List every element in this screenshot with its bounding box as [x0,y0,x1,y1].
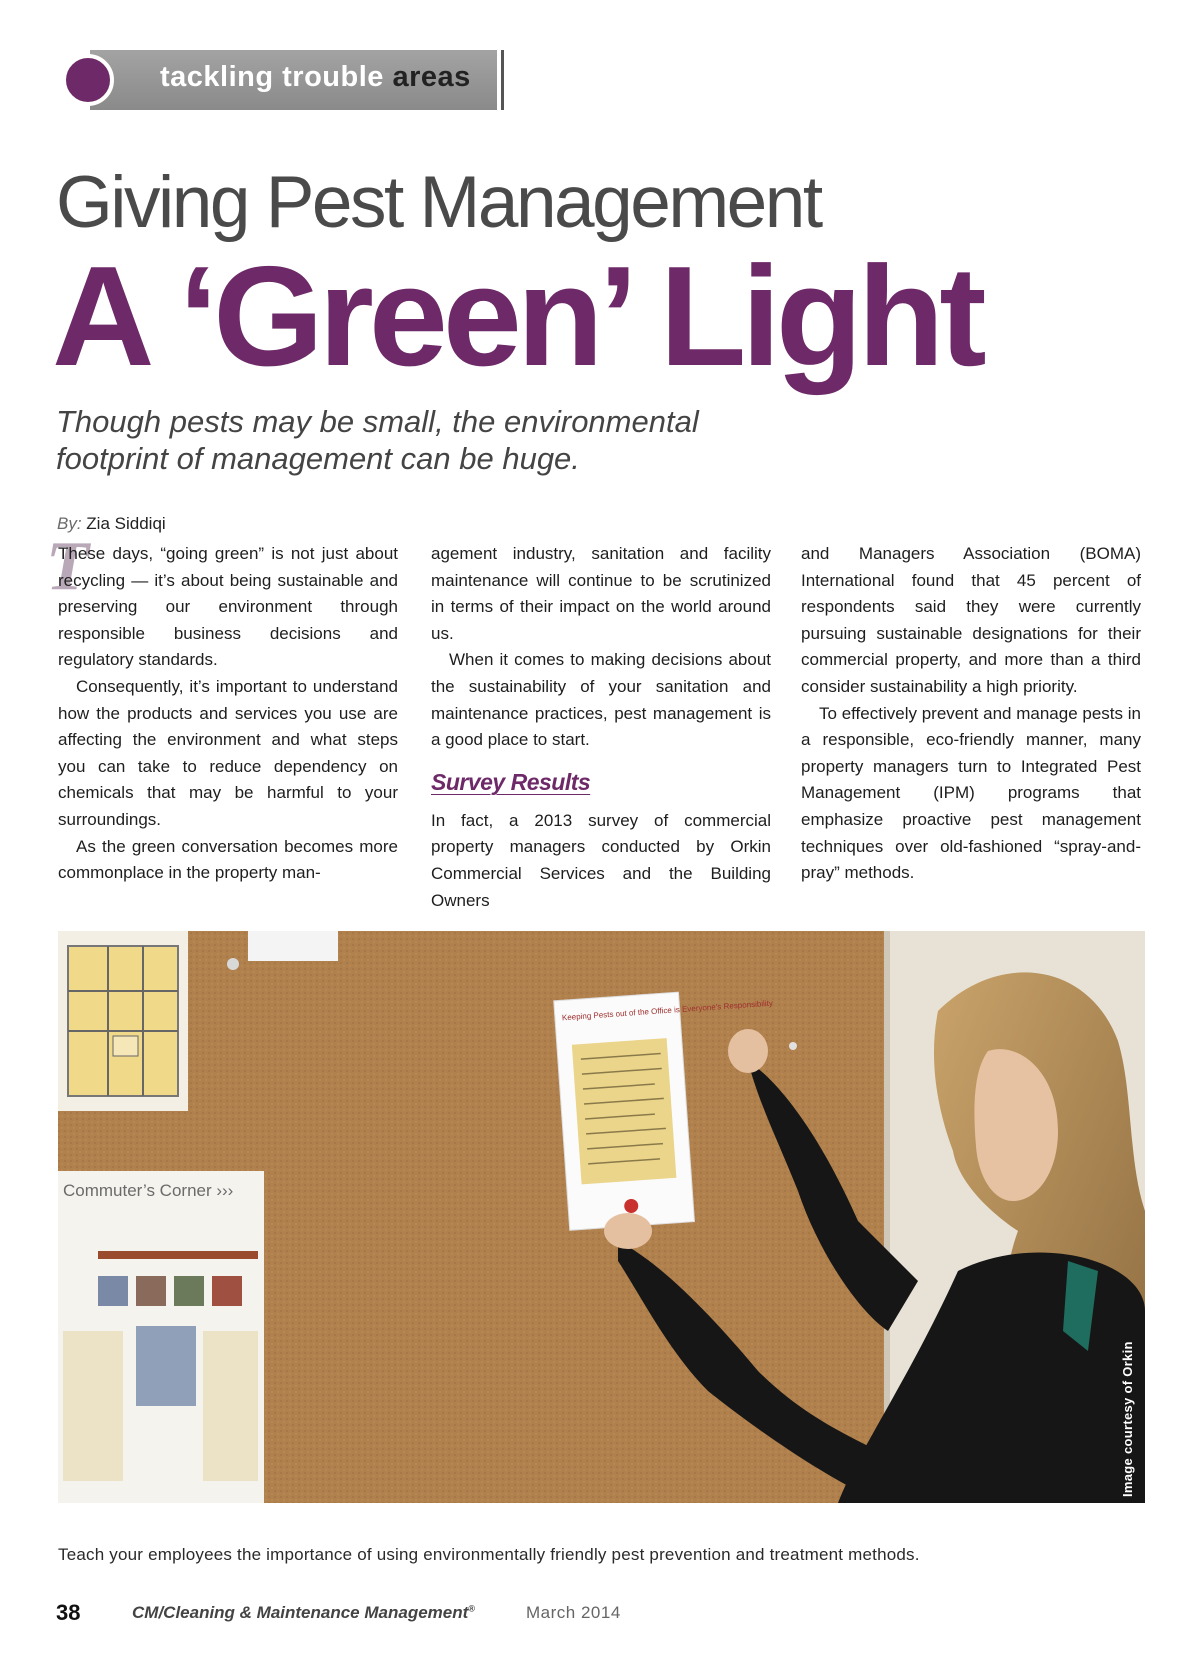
subhead-survey-results: Survey Results [431,768,591,795]
commuter-poster [58,1171,264,1503]
section-divider [501,50,504,110]
article-headline: A ‘Green’ Light [52,237,982,396]
byline-author: Zia Siddiqi [86,514,166,533]
body-paragraph: Consequently, it’s important to understand how the products and services you use are affecting the environment and what steps you can take to reduce dependency on chemicals that may be harmful to your surroundings. [58,676,398,829]
push-pin-icon [789,1042,797,1050]
section-label-accent: areas [392,61,471,93]
poster-title: Commuter’s Corner ››› [63,1181,234,1200]
photo-credit: Image courtesy of Orkin [1120,1341,1135,1497]
flyer-title: Keeping Pests out of the Office is Everyone’s Responsibility [561,998,774,1023]
publication-name [132,1603,475,1623]
push-pin-icon [227,958,239,970]
body-column-1 [58,541,398,887]
body-paragraph: agement industry, sanitation and facility maintenance will continue to be scrutinized in terms of their impact on the world around us. [431,544,771,643]
body-paragraph: and Managers Association (BOMA) International found that 45 percent of respondents said they were currently pursuing sustainable designations for their commercial property, and more than a third consider sustainability a high priority. [801,544,1141,696]
section-banner [62,50,497,110]
body-paragraph: In fact, a 2013 survey of commercial property managers conducted by Orkin Commercial Services and the Building Owners [431,810,771,910]
body-paragraph: When it comes to making decisions about the sustainability of your sanitation and maintenance practices, pest management is a good place to start. [431,650,771,750]
article-kicker: Giving Pest Management [56,162,821,243]
body-column-2 [431,541,771,914]
section-label-primary: tackling trouble [160,61,384,93]
drop-cap: T [46,528,89,605]
notice-card [248,931,338,961]
publication-title: CM/Cleaning & Maintenance Management [132,1603,469,1622]
issue-date: March 2014 [526,1603,621,1622]
section-label [160,61,471,94]
body-column-3 [801,541,1141,887]
body-paragraph: These days, “going green” is not just about recycling — it’s about being sustainable and preserving our environment through responsible business decisions and regulatory standards. [58,544,398,670]
article-photo [58,931,1145,1503]
byline-label: By: [57,514,82,533]
floor-plan-poster [58,931,188,1111]
page-number: 38 [56,1600,81,1625]
body-paragraph: To effectively prevent and manage pests in a responsible, eco-friendly manner, many property managers turn to Integrated Pest Management (IPM) programs that emphasize proactive pest management techniques over old-fashioned “spray-and-pray” methods. [801,703,1141,883]
photo-caption: Teach your employees the importance of using environmentally friendly pest prevention and treatment methods. [58,1545,920,1564]
body-paragraph: As the green conversation becomes more commonplace in the property man- [58,836,398,883]
registered-mark: ® [468,1603,475,1614]
section-bullet-icon [62,54,114,106]
photo-illustration [58,931,1145,1503]
article-deck: Though pests may be small, the environmental footprint of management can be huge. [56,404,699,476]
